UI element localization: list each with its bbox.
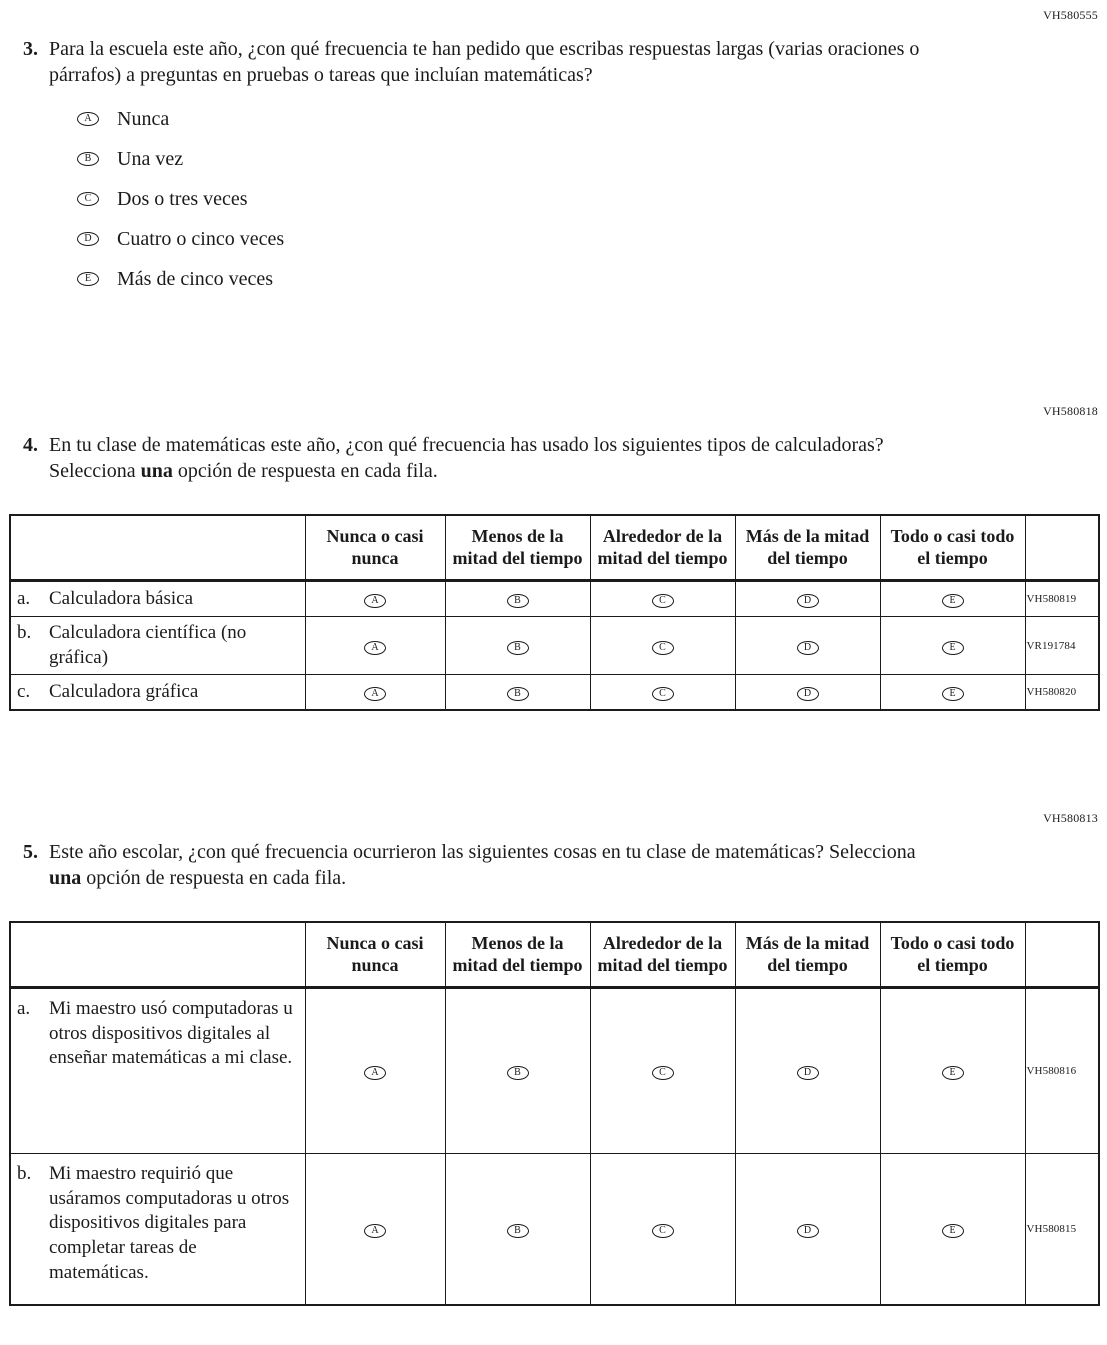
q4-row-b-bubble-c[interactable]: C (652, 641, 674, 655)
q4-row-c-bubble-d[interactable]: D (797, 687, 819, 701)
row-code: VH580816 (1025, 987, 1099, 1153)
option-row (77, 266, 1098, 292)
q5-row-b-bubble-c[interactable]: C (652, 1224, 674, 1238)
q4-header-row (10, 515, 1099, 580)
q4-row-c-bubble-a[interactable]: A (364, 687, 386, 701)
q4-header-code (1025, 515, 1099, 580)
question-5 (9, 840, 1098, 891)
q4-header-never: Nunca o casi nunca (305, 515, 445, 580)
q4-row-c-label-cell (10, 675, 305, 711)
option-e-bubble[interactable]: E (77, 272, 99, 286)
q5-header-row (10, 922, 1099, 987)
q5-header-empty (10, 922, 305, 987)
q4-row-a-label-cell (10, 580, 305, 616)
option-d-bubble[interactable]: D (77, 232, 99, 246)
q5-header-all: Todo o casi todo el tiempo (880, 922, 1025, 987)
q4-row-b-bubble-d[interactable]: D (797, 641, 819, 655)
q5-row-b-bubble-b[interactable]: B (507, 1224, 529, 1238)
table-row (10, 580, 1099, 616)
q5-row-b-label-cell (10, 1153, 305, 1305)
q5-row-a-label-cell (10, 987, 305, 1153)
q5-header-less-half: Menos de la mitad del tiempo (445, 922, 590, 987)
q5-row-b-bubble-e[interactable]: E (942, 1224, 964, 1238)
option-b-label: Una vez (117, 147, 184, 170)
option-row (77, 106, 1098, 132)
row-label: Calculadora gráfica (49, 680, 199, 702)
row-letter: a. (17, 587, 31, 609)
question-3-number: 3. (23, 38, 38, 60)
q4-row-a-bubble-b[interactable]: B (507, 594, 529, 608)
q5-row-a-bubble-a[interactable]: A (364, 1066, 386, 1080)
table-row (10, 1153, 1099, 1305)
q5-header-about-half: Alrededor de la mitad del tiempo (590, 922, 735, 987)
q4-row-c-bubble-c[interactable]: C (652, 687, 674, 701)
question-4-text: En tu clase de matemáticas este año, ¿con qué frecuencia has usado los siguientes tipos de calculadoras? Selecciona una opción de respuesta en cada fila. (49, 434, 884, 482)
q5-header-more-half: Más de la mitad del tiempo (735, 922, 880, 987)
question-4-section (9, 404, 1098, 711)
q5-row-a-bubble-d[interactable]: D (797, 1066, 819, 1080)
q4-header-more-half: Más de la mitad del tiempo (735, 515, 880, 580)
option-row (77, 146, 1098, 172)
q4-row-b-bubble-a[interactable]: A (364, 641, 386, 655)
row-code: VH580820 (1025, 675, 1099, 711)
q5-row-b-bubble-d[interactable]: D (797, 1224, 819, 1238)
question-3 (9, 37, 1098, 88)
q4-row-b-bubble-b[interactable]: B (507, 641, 529, 655)
item-code-q5: VH580813 (1043, 811, 1098, 826)
row-letter: b. (17, 1162, 32, 1184)
row-label: Calculadora básica (49, 587, 194, 609)
option-row (77, 186, 1098, 212)
option-d-label: Cuatro o cinco veces (117, 227, 285, 250)
q4-row-b-label-cell (10, 616, 305, 674)
q5-table (9, 921, 1100, 1306)
question-3-options (77, 106, 1098, 292)
row-code: VH580819 (1025, 580, 1099, 616)
q4-header-about-half: Alrededor de la mitad del tiempo (590, 515, 735, 580)
question-5-text: Este año escolar, ¿con qué frecuencia ocurrieron las siguientes cosas en tu clase de matemáticas? Selecciona una opción de respuesta en cada fila. (49, 841, 916, 889)
question-4 (9, 433, 1098, 484)
row-code: VH580815 (1025, 1153, 1099, 1305)
option-c-label: Dos o tres veces (117, 187, 248, 210)
row-letter: b. (17, 621, 32, 643)
row-label: Mi maestro usó computadoras u otros dispositivos digitales al enseñar matemáticas a mi clase. (49, 997, 293, 1069)
item-code-q3: VH580555 (1043, 8, 1098, 22)
option-a-label: Nunca (117, 107, 170, 130)
q4-row-a-bubble-c[interactable]: C (652, 594, 674, 608)
option-a-bubble[interactable]: A (77, 112, 99, 126)
row-label: Calculadora científica (no gráfica) (49, 621, 247, 668)
question-3-text: Para la escuela este año, ¿con qué frecuencia te han pedido que escribas respuestas largas (varias oraciones o párrafos) a preguntas en pruebas o tareas que incluían matemáticas? (49, 38, 920, 86)
option-c-bubble[interactable]: C (77, 192, 99, 206)
option-row (77, 226, 1098, 252)
q4-row-c-bubble-e[interactable]: E (942, 687, 964, 701)
q5-row-b-bubble-a[interactable]: A (364, 1224, 386, 1238)
row-label: Mi maestro requirió que usáramos computadoras u otros dispositivos digitales para completar tareas de matemáticas. (49, 1162, 290, 1283)
table-row (10, 987, 1099, 1153)
q4-row-b-bubble-e[interactable]: E (942, 641, 964, 655)
q4-header-all: Todo o casi todo el tiempo (880, 515, 1025, 580)
q4-table (9, 514, 1100, 711)
q4-header-empty (10, 515, 305, 580)
q5-row-a-bubble-b[interactable]: B (507, 1066, 529, 1080)
table-row (10, 616, 1099, 674)
table-row (10, 675, 1099, 711)
q4-row-c-bubble-b[interactable]: B (507, 687, 529, 701)
option-b-bubble[interactable]: B (77, 152, 99, 166)
item-code-q4: VH580818 (1043, 404, 1098, 419)
q5-row-a-bubble-c[interactable]: C (652, 1066, 674, 1080)
q4-row-a-bubble-e[interactable]: E (942, 594, 964, 608)
option-e-label: Más de cinco veces (117, 267, 274, 290)
row-code: VR191784 (1025, 616, 1099, 674)
row-letter: a. (17, 997, 31, 1019)
row-letter: c. (17, 680, 31, 702)
q4-row-a-bubble-a[interactable]: A (364, 594, 386, 608)
q5-header-never: Nunca o casi nunca (305, 922, 445, 987)
q5-header-code (1025, 922, 1099, 987)
question-5-number: 5. (23, 841, 38, 864)
question-5-section (9, 811, 1098, 1306)
question-4-number: 4. (23, 434, 38, 457)
q5-row-a-bubble-e[interactable]: E (942, 1066, 964, 1080)
q4-header-less-half: Menos de la mitad del tiempo (445, 515, 590, 580)
q4-row-a-bubble-d[interactable]: D (797, 594, 819, 608)
